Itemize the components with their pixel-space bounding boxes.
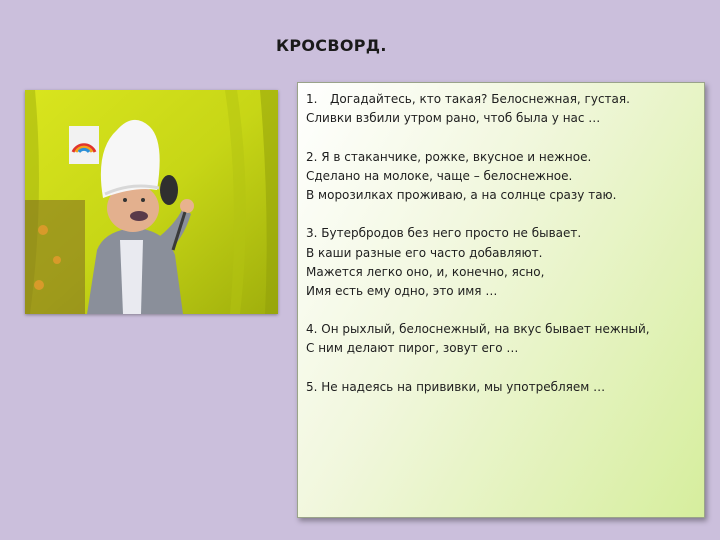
- spacer: [306, 301, 696, 320]
- slide-title: КРОСВОРД.: [276, 36, 387, 55]
- riddle-1-number: 1.: [306, 92, 318, 106]
- riddle-2-line-2: Сделано на молоке, чаще – белоснежное.: [306, 168, 573, 183]
- riddle-3-line-2: В каши разные его часто добавляют.: [306, 245, 543, 260]
- spacer: [306, 359, 696, 378]
- riddle-3-line-1: 3. Бутербродов без него просто не бывает.: [306, 226, 582, 241]
- riddles-box: [297, 82, 705, 518]
- riddle-1-line-2: Сливки взбили утром рано, чтоб была у нас …: [306, 111, 601, 126]
- riddle-2-line-3: В морозилках проживаю, а на солнце сразу таю.: [306, 187, 617, 202]
- photo-illustration: [25, 90, 278, 314]
- riddle-4-line-2: С ним делают пирог, зовут его …: [306, 341, 519, 356]
- riddle-3-line-3: Мажется легко оно, и, конечно, ясно,: [306, 264, 545, 279]
- riddle-1-line-1: 1. Догадайтесь, кто такая? Белоснежная, густая.: [306, 90, 696, 109]
- riddle-3-line-4: Имя есть ему одно, это имя …: [306, 283, 498, 298]
- spacer: [306, 205, 696, 224]
- child-chef-photo: [25, 90, 278, 314]
- riddle-4-line-1: 4. Он рыхлый, белоснежный, на вкус бывает нежный,: [306, 322, 650, 337]
- spacer: [306, 128, 696, 147]
- riddle-5-line-1: 5. Не надеясь на прививки, мы употребляем …: [306, 379, 606, 394]
- riddle-2-line-1: 2. Я в стаканчике, рожке, вкусное и нежное.: [306, 149, 592, 164]
